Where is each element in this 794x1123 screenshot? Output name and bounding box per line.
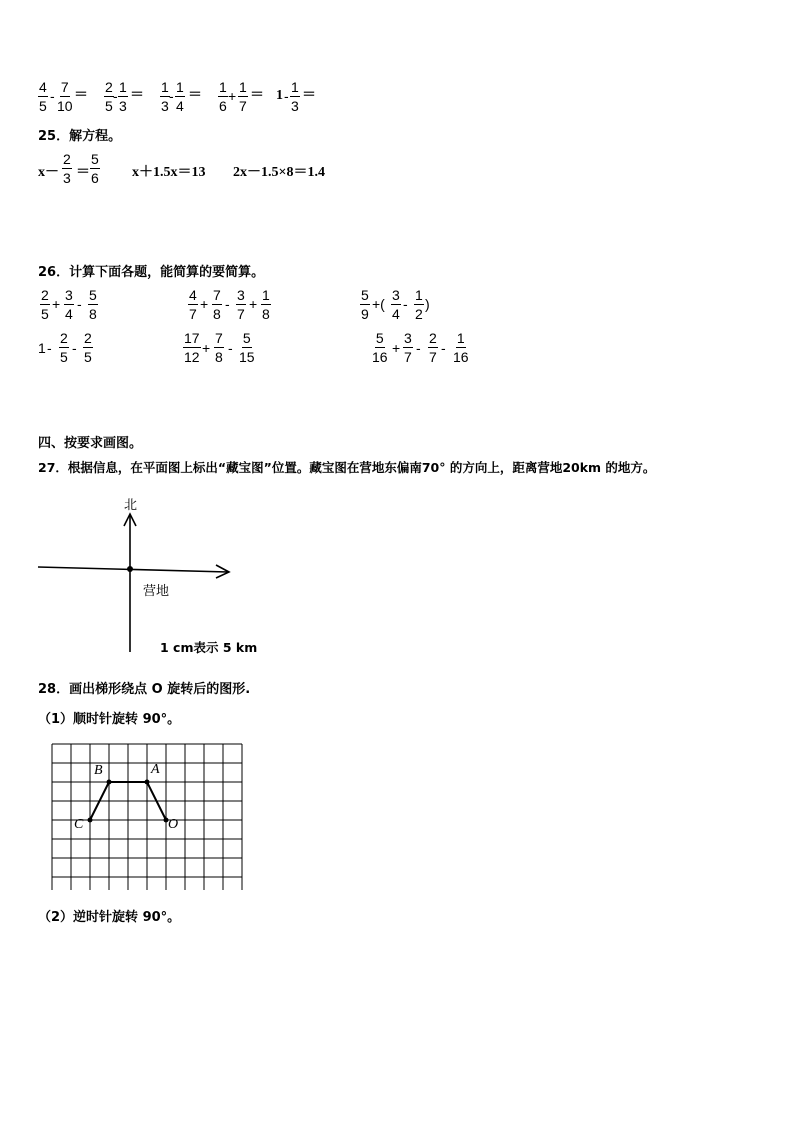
fraction: $\frac{5}{16}$ [372,330,388,365]
fraction: $\frac{5}{8}$ [89,287,97,322]
vertex-point-a [145,780,150,785]
fraction: $\frac{1}{8}$ [262,287,270,322]
fraction: $\frac{3}{7}$ [237,287,245,322]
fraction: $\frac{1}{7}$ [239,79,247,114]
q28-part1: （1）顺时针旋转 90°。 [38,712,181,727]
q28-title: 28．画出梯形绕点 O 旋转后的图形. [38,682,251,697]
fraction: $\frac{1}{6}$ [219,79,227,114]
fraction: $\frac{2}{5}$ [41,287,49,322]
fraction: $\frac{1}{3}$ [291,79,299,114]
q25-eq2: x＋1.5x＝13 [132,165,206,180]
q25-title: 25．解方程。 [38,129,122,144]
grid-canvas [50,742,246,890]
north-arrow-icon [124,514,136,526]
fraction: $\frac{2}{5}$ [84,330,92,365]
fraction: $\frac{2}{3}$ [63,151,71,186]
camp-point [127,566,133,572]
fraction: $\frac{5}{15}$ [239,330,255,365]
north-label: 北 [124,498,138,513]
fraction: $\frac{4}{5}$ [39,79,47,114]
fraction: $\frac{1}{2}$ [415,287,423,322]
q25-eq1-equals: ＝ [76,165,90,180]
point-label-c: C [74,817,84,832]
q28-part2: （2）逆时针旋转 90°。 [38,910,181,925]
q25-eq1-lhs: x－ [38,165,59,180]
section-4-title: 四、按要求画图。 [38,436,143,451]
fraction: $\frac{1}{3}$ [119,79,127,114]
scale-label: 1 cm表示 5 km [160,640,258,655]
fraction: $\frac{7}{8}$ [215,330,223,365]
fraction: $\frac{2}{5}$ [60,330,68,365]
fraction: $\frac{17}{12}$ [184,330,200,365]
fraction: $\frac{1}{4}$ [176,79,184,114]
fraction: $\frac{4}{7}$ [189,287,197,322]
point-label-b: B [94,763,103,778]
fraction: $\frac{5}{9}$ [361,287,369,322]
fraction: $\frac{3}{4}$ [65,287,73,322]
vertex-point-c [88,818,93,823]
fraction: $\frac{1}{16}$ [453,330,469,365]
east-arrow-icon [216,565,229,578]
east-axis-line [38,567,228,572]
fraction: $\frac{3}{7}$ [404,330,412,365]
q26-title: 26．计算下面各题，能简算的要简算。 [38,265,265,280]
fraction: $\frac{3}{4}$ [392,287,400,322]
fraction: $\frac{2}{7}$ [429,330,437,365]
point-label-a: A [151,762,160,777]
fraction: $\frac{5}{6}$ [91,151,99,186]
vertex-point-b [107,780,112,785]
q25-eq3: 2x－1.5×8＝1.4 [233,165,325,180]
fraction: $\frac{1}{3}$ [161,79,169,114]
q27-title: 27．根据信息，在平面图上标出“藏宝图”位置。藏宝图在营地东偏南70° 的方向上，距离营地20km 的地方。 [38,460,656,475]
fraction: $\frac{7}{8}$ [213,287,221,322]
fraction: $\frac{2}{5}$ [105,79,113,114]
camp-label: 营地 [143,584,170,599]
point-label-o: O [168,817,179,832]
fraction: $\frac{7}{10}$ [57,79,73,114]
